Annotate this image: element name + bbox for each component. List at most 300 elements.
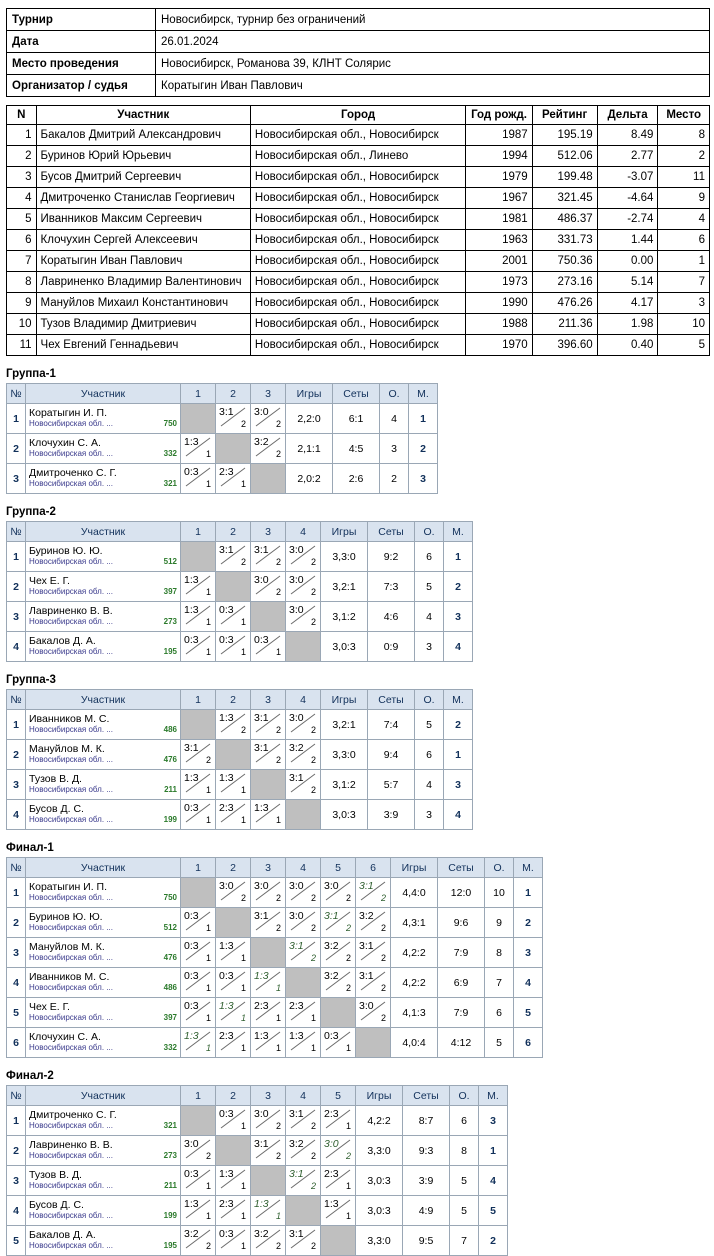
group-row-player: [26, 1166, 181, 1196]
group-row-number: 3: [7, 938, 26, 968]
group-row-number: 1: [7, 710, 26, 740]
match-score: 3:1: [254, 742, 269, 754]
group-sets: 0:9: [368, 632, 415, 662]
table-row: [7, 251, 710, 272]
group-row-player: [26, 800, 181, 830]
group-cell-score: [286, 770, 321, 800]
participants-cell: 9: [658, 188, 710, 209]
group-col-opponent: 3: [251, 384, 286, 404]
group-caption: Группа-3: [6, 674, 56, 686]
match-points: 1: [240, 1121, 246, 1131]
group-games: 2,2:0: [286, 404, 333, 434]
player-city-rating: [29, 1241, 177, 1251]
group-col-games: Игры: [321, 522, 368, 542]
group-col-sets: Сеты: [403, 1086, 450, 1106]
match-points: 2: [275, 587, 281, 597]
match-score: 3:1: [359, 880, 374, 892]
player-name: Клочухин С. А.: [29, 437, 101, 449]
group-col-opponent: 1: [181, 690, 216, 710]
participants-cell: 1987: [466, 125, 532, 146]
match-points: 1: [240, 617, 246, 627]
match-points: 2: [310, 755, 316, 765]
match-points: 1: [240, 983, 246, 993]
group-col-opponent: 1: [181, 858, 216, 878]
player-city: Новосибирская обл. ...: [29, 983, 113, 992]
match-points: 2: [205, 1151, 211, 1161]
group-points: 3: [415, 800, 444, 830]
match-score: 3:2: [289, 1138, 304, 1150]
match-score: 0:3: [219, 1108, 234, 1120]
match-score: 3:0: [219, 880, 234, 892]
group-place: 2: [514, 908, 543, 938]
group-cell-score: [356, 938, 391, 968]
group-row: [7, 968, 543, 998]
participants-cell: Коратыгин Иван Павлович: [36, 251, 250, 272]
group-cell-score: [181, 1226, 216, 1256]
group-row-number: 5: [7, 998, 26, 1028]
group-row: [7, 1226, 508, 1256]
participants-col-header: Рейтинг: [532, 106, 597, 125]
group-col-opponent: 2: [216, 522, 251, 542]
participants-cell: Новосибирская обл., Новосибирск: [250, 230, 465, 251]
group-cell-score: [251, 998, 286, 1028]
group-row-number: 4: [7, 800, 26, 830]
group-cell-score: [181, 938, 216, 968]
participants-col-header: N: [7, 106, 37, 125]
group-cell-score: [321, 1166, 356, 1196]
group-place: 2: [409, 434, 438, 464]
match-points: 1: [275, 983, 281, 993]
group-games: 3,0:3: [356, 1166, 403, 1196]
group-cell-score: [321, 908, 356, 938]
match-score: 1:3: [184, 574, 199, 586]
participants-col-header: Дельта: [597, 106, 658, 125]
group-col-opponent: 3: [251, 522, 286, 542]
match-points: 2: [345, 893, 351, 903]
group-games: 3,3:0: [321, 740, 368, 770]
participants-cell: Новосибирская обл., Новосибирск: [250, 251, 465, 272]
group-col-sets: Сеты: [368, 522, 415, 542]
player-city-rating: [29, 1043, 177, 1053]
group-cell-score: [216, 1106, 251, 1136]
group-cell-score: [181, 464, 216, 494]
group-cell-self: [251, 1166, 286, 1196]
group-cell-score: [181, 740, 216, 770]
participants-table: [6, 105, 710, 356]
group-games: 3,0:3: [321, 632, 368, 662]
match-points: 1: [240, 815, 246, 825]
group-cell-score: [321, 968, 356, 998]
group-place: 4: [444, 632, 473, 662]
group-sets: 9:5: [403, 1226, 450, 1256]
match-score: 1:3: [219, 940, 234, 952]
group-cell-score: [251, 968, 286, 998]
group-row-number: 4: [7, 968, 26, 998]
group-row: [7, 938, 543, 968]
player-city: Новосибирская обл. ...: [29, 1181, 113, 1190]
match-points: 1: [205, 647, 211, 657]
player-city: Новосибирская обл. ...: [29, 953, 113, 962]
group-points: 6: [415, 542, 444, 572]
match-score: 0:3: [184, 1168, 199, 1180]
match-score: 2:3: [254, 1000, 269, 1012]
group-row-number: 1: [7, 1106, 26, 1136]
match-points: 1: [205, 449, 211, 459]
group-games: 3,3:0: [356, 1136, 403, 1166]
match-score: 2:3: [219, 1198, 234, 1210]
group-row: [7, 1196, 508, 1226]
group-standings-table: [6, 521, 473, 662]
group-sets: 6:1: [333, 404, 380, 434]
player-rating: 476: [163, 755, 177, 764]
match-score: 3:2: [184, 1228, 199, 1240]
participants-cell: 1970: [466, 335, 532, 356]
match-points: 2: [345, 953, 351, 963]
participants-cell: 8: [658, 125, 710, 146]
match-points: 2: [275, 755, 281, 765]
match-score: 3:0: [289, 544, 304, 556]
group-row-player: [26, 542, 181, 572]
group-cell-score: [216, 1226, 251, 1256]
match-score: 1:3: [254, 1198, 269, 1210]
match-points: 1: [205, 617, 211, 627]
group-place: 1: [514, 878, 543, 908]
group-cell-self: [216, 434, 251, 464]
group-cell-score: [356, 878, 391, 908]
match-score: 3:0: [324, 880, 339, 892]
info-label: Дата: [7, 31, 156, 53]
group-row-player: [26, 572, 181, 602]
group-col-opponent: 6: [356, 858, 391, 878]
group-sets: 4:9: [403, 1196, 450, 1226]
group-row: [7, 800, 473, 830]
group-row-player: [26, 770, 181, 800]
group-cell-score: [251, 1028, 286, 1058]
group-games: 3,2:1: [321, 572, 368, 602]
participants-col-header: Город: [250, 106, 465, 125]
group-col-player: Участник: [26, 522, 181, 542]
match-points: 2: [310, 557, 316, 567]
group-col-n: №: [7, 690, 26, 710]
match-points: 2: [310, 1151, 316, 1161]
player-city-rating: [29, 755, 177, 765]
group-place: 5: [514, 998, 543, 1028]
match-points: 1: [275, 1043, 281, 1053]
group-cell-score: [251, 710, 286, 740]
player-rating: 273: [163, 1151, 177, 1160]
group-cell-score: [181, 1136, 216, 1166]
group-cell-score: [251, 800, 286, 830]
group-points: 6: [485, 998, 514, 1028]
participants-cell: 211.36: [532, 314, 597, 335]
group-cell-score: [356, 998, 391, 1028]
player-name: Бакалов Д. А.: [29, 1229, 96, 1241]
player-city: Новосибирская обл. ...: [29, 1241, 113, 1250]
match-points: 1: [205, 587, 211, 597]
group-cell-self: [181, 542, 216, 572]
group-row-number: 2: [7, 908, 26, 938]
match-score: 3:2: [254, 1228, 269, 1240]
participants-cell: 10: [658, 314, 710, 335]
player-rating: 211: [164, 1181, 177, 1190]
group-cell-score: [286, 602, 321, 632]
group-sets: 7:9: [438, 938, 485, 968]
match-points: 1: [310, 1013, 316, 1023]
group-row-number: 1: [7, 542, 26, 572]
player-city: Новосибирская обл. ...: [29, 815, 113, 824]
group-row-player: [26, 908, 181, 938]
group-col-opponent: 2: [216, 384, 251, 404]
match-score: 0:3: [219, 1228, 234, 1240]
participants-cell: 331.73: [532, 230, 597, 251]
match-score: 3:1: [254, 1138, 269, 1150]
match-points: 2: [380, 1013, 386, 1023]
player-rating: 750: [163, 893, 177, 902]
group-cell-score: [216, 800, 251, 830]
group-row-number: 2: [7, 740, 26, 770]
match-points: 1: [345, 1043, 351, 1053]
group-col-points: О.: [450, 1086, 479, 1106]
group-games: 3,3:0: [321, 542, 368, 572]
player-city: Новосибирская обл. ...: [29, 725, 113, 734]
match-points: 2: [310, 1241, 316, 1251]
group-cell-score: [251, 1106, 286, 1136]
player-city: Новосибирская обл. ...: [29, 1121, 113, 1130]
group-row: [7, 908, 543, 938]
group-cell-score: [286, 1136, 321, 1166]
group-sets: 7:3: [368, 572, 415, 602]
match-score: 2:3: [289, 1000, 304, 1012]
participants-cell: Новосибирская обл., Новосибирск: [250, 125, 465, 146]
group-col-opponent: 4: [286, 858, 321, 878]
group-cell-score: [251, 632, 286, 662]
player-rating: 321: [163, 479, 177, 488]
group-place: 4: [514, 968, 543, 998]
group-cell-score: [251, 1136, 286, 1166]
group-header-row: [7, 1086, 508, 1106]
participants-cell: 8.49: [597, 125, 658, 146]
group-games: 3,2:1: [321, 710, 368, 740]
info-value: Новосибирск, турнир без ограничений: [156, 9, 710, 31]
group-games: 4,1:3: [391, 998, 438, 1028]
group-games: 4,2:2: [391, 938, 438, 968]
group-cell-score: [216, 710, 251, 740]
player-rating: 332: [163, 1043, 177, 1052]
group-col-opponent: 5: [321, 1086, 356, 1106]
participants-cell: 486.37: [532, 209, 597, 230]
group-place: 2: [444, 710, 473, 740]
match-points: 2: [240, 419, 246, 429]
group-col-games: Игры: [321, 690, 368, 710]
match-points: 1: [240, 1181, 246, 1191]
player-name: Иванников М. С.: [29, 971, 110, 983]
match-points: 2: [310, 725, 316, 735]
participants-cell: 0.40: [597, 335, 658, 356]
group-cell-score: [286, 572, 321, 602]
player-city-rating: [29, 1151, 177, 1161]
group-points: 9: [485, 908, 514, 938]
player-city-rating: [29, 557, 177, 567]
participants-cell: 5: [658, 335, 710, 356]
match-points: 2: [205, 755, 211, 765]
group-place: 5: [479, 1196, 508, 1226]
participants-cell: 1979: [466, 167, 532, 188]
participants-header-row: [7, 106, 710, 125]
group-cell-self: [321, 998, 356, 1028]
group-sets: 3:9: [403, 1166, 450, 1196]
group-col-opponent: 2: [216, 1086, 251, 1106]
match-points: 2: [275, 557, 281, 567]
match-score: 3:0: [289, 910, 304, 922]
match-points: 2: [310, 617, 316, 627]
group-col-n: №: [7, 858, 26, 878]
group-cell-score: [181, 770, 216, 800]
group-points: 3: [380, 434, 409, 464]
participants-cell: 1988: [466, 314, 532, 335]
match-points: 2: [275, 893, 281, 903]
group-cell-score: [181, 800, 216, 830]
participants-col-header: Год рожд.: [466, 106, 532, 125]
info-label: Турнир: [7, 9, 156, 31]
group-cell-score: [286, 878, 321, 908]
group-games: 3,1:2: [321, 602, 368, 632]
group-cell-self: [251, 602, 286, 632]
match-points: 2: [275, 923, 281, 933]
match-points: 2: [310, 1181, 316, 1191]
group-place: 2: [479, 1226, 508, 1256]
match-points: 1: [310, 1043, 316, 1053]
player-city-rating: [29, 587, 177, 597]
participants-cell: 512.06: [532, 146, 597, 167]
player-rating: 321: [163, 1121, 177, 1130]
group-cell-score: [251, 542, 286, 572]
participants-cell: Тузов Владимир Дмитриевич: [36, 314, 250, 335]
group-place: 3: [444, 602, 473, 632]
participants-cell: Лавриненко Владимир Валентинович: [36, 272, 250, 293]
group-sets: 9:2: [368, 542, 415, 572]
group-row-player: [26, 1136, 181, 1166]
group-cell-score: [181, 572, 216, 602]
match-points: 2: [345, 1151, 351, 1161]
group-cell-score: [286, 998, 321, 1028]
table-row: [7, 146, 710, 167]
group-points: 7: [450, 1226, 479, 1256]
match-score: 3:1: [359, 940, 374, 952]
group-cell-score: [321, 1106, 356, 1136]
match-score: 3:0: [359, 1000, 374, 1012]
group-place: 3: [409, 464, 438, 494]
group-points: 7: [485, 968, 514, 998]
match-points: 2: [275, 1121, 281, 1131]
group-col-opponent: 3: [251, 690, 286, 710]
group-row-number: 1: [7, 404, 26, 434]
match-score: 3:1: [289, 1168, 304, 1180]
participants-cell: 1990: [466, 293, 532, 314]
match-score: 3:0: [254, 880, 269, 892]
participants-cell: -4.64: [597, 188, 658, 209]
match-score: 3:2: [324, 970, 339, 982]
group-place: 2: [444, 572, 473, 602]
group-sets: 3:9: [368, 800, 415, 830]
group-sets: 2:6: [333, 464, 380, 494]
participants-cell: 4: [658, 209, 710, 230]
participants-cell: 1981: [466, 209, 532, 230]
match-score: 0:3: [324, 1030, 339, 1042]
group-header-row: [7, 384, 438, 404]
group-cell-score: [321, 938, 356, 968]
group-row-player: [26, 1106, 181, 1136]
participants-cell: 1994: [466, 146, 532, 167]
match-points: 1: [275, 1013, 281, 1023]
group-col-sets: Сеты: [368, 690, 415, 710]
group-cell-self: [181, 710, 216, 740]
group-cell-score: [251, 434, 286, 464]
group-col-opponent: 3: [251, 858, 286, 878]
group-points: 4: [415, 602, 444, 632]
match-score: 0:3: [184, 970, 199, 982]
group-cell-score: [216, 938, 251, 968]
group-cell-score: [181, 968, 216, 998]
player-name: Мануйлов М. К.: [29, 941, 105, 953]
group-col-points: О.: [415, 522, 444, 542]
group-points: 8: [485, 938, 514, 968]
group-place: 1: [409, 404, 438, 434]
group-col-place: М.: [444, 690, 473, 710]
player-rating: 476: [163, 953, 177, 962]
player-city: Новосибирская обл. ...: [29, 419, 113, 428]
group-cell-score: [251, 572, 286, 602]
match-points: 2: [310, 785, 316, 795]
player-city: Новосибирская обл. ...: [29, 755, 113, 764]
participants-cell: 5: [7, 209, 37, 230]
group-cell-self: [216, 740, 251, 770]
participants-cell: 199.48: [532, 167, 597, 188]
info-value: 26.01.2024: [156, 31, 710, 53]
group-place: 3: [514, 938, 543, 968]
match-score: 3:1: [359, 970, 374, 982]
group-points: 8: [450, 1136, 479, 1166]
group-caption: Финал-2: [6, 1070, 54, 1082]
match-points: 2: [380, 953, 386, 963]
group-col-place: М.: [514, 858, 543, 878]
match-score: 3:2: [254, 436, 269, 448]
group-cell-score: [321, 1136, 356, 1166]
match-score: 0:3: [184, 910, 199, 922]
player-city-rating: [29, 617, 177, 627]
group-place: 6: [514, 1028, 543, 1058]
participants-cell: Чех Евгений Геннадьевич: [36, 335, 250, 356]
group-place: 1: [444, 542, 473, 572]
group-cell-score: [181, 632, 216, 662]
participants-col-header: Место: [658, 106, 710, 125]
group-row: [7, 1028, 543, 1058]
match-points: 1: [205, 479, 211, 489]
group-games: 4,2:2: [356, 1106, 403, 1136]
player-city: Новосибирская обл. ...: [29, 647, 113, 656]
group-row-number: 6: [7, 1028, 26, 1058]
match-score: 3:2: [289, 742, 304, 754]
group-cell-self: [181, 878, 216, 908]
participants-cell: 3: [658, 293, 710, 314]
group-cell-score: [216, 404, 251, 434]
player-city: Новосибирская обл. ...: [29, 1043, 113, 1052]
participants-cell: Буринов Юрий Юрьевич: [36, 146, 250, 167]
group-points: 6: [450, 1106, 479, 1136]
player-city-rating: [29, 725, 177, 735]
group-cell-score: [286, 710, 321, 740]
participants-cell: 3: [7, 167, 37, 188]
group-row-player: [26, 602, 181, 632]
